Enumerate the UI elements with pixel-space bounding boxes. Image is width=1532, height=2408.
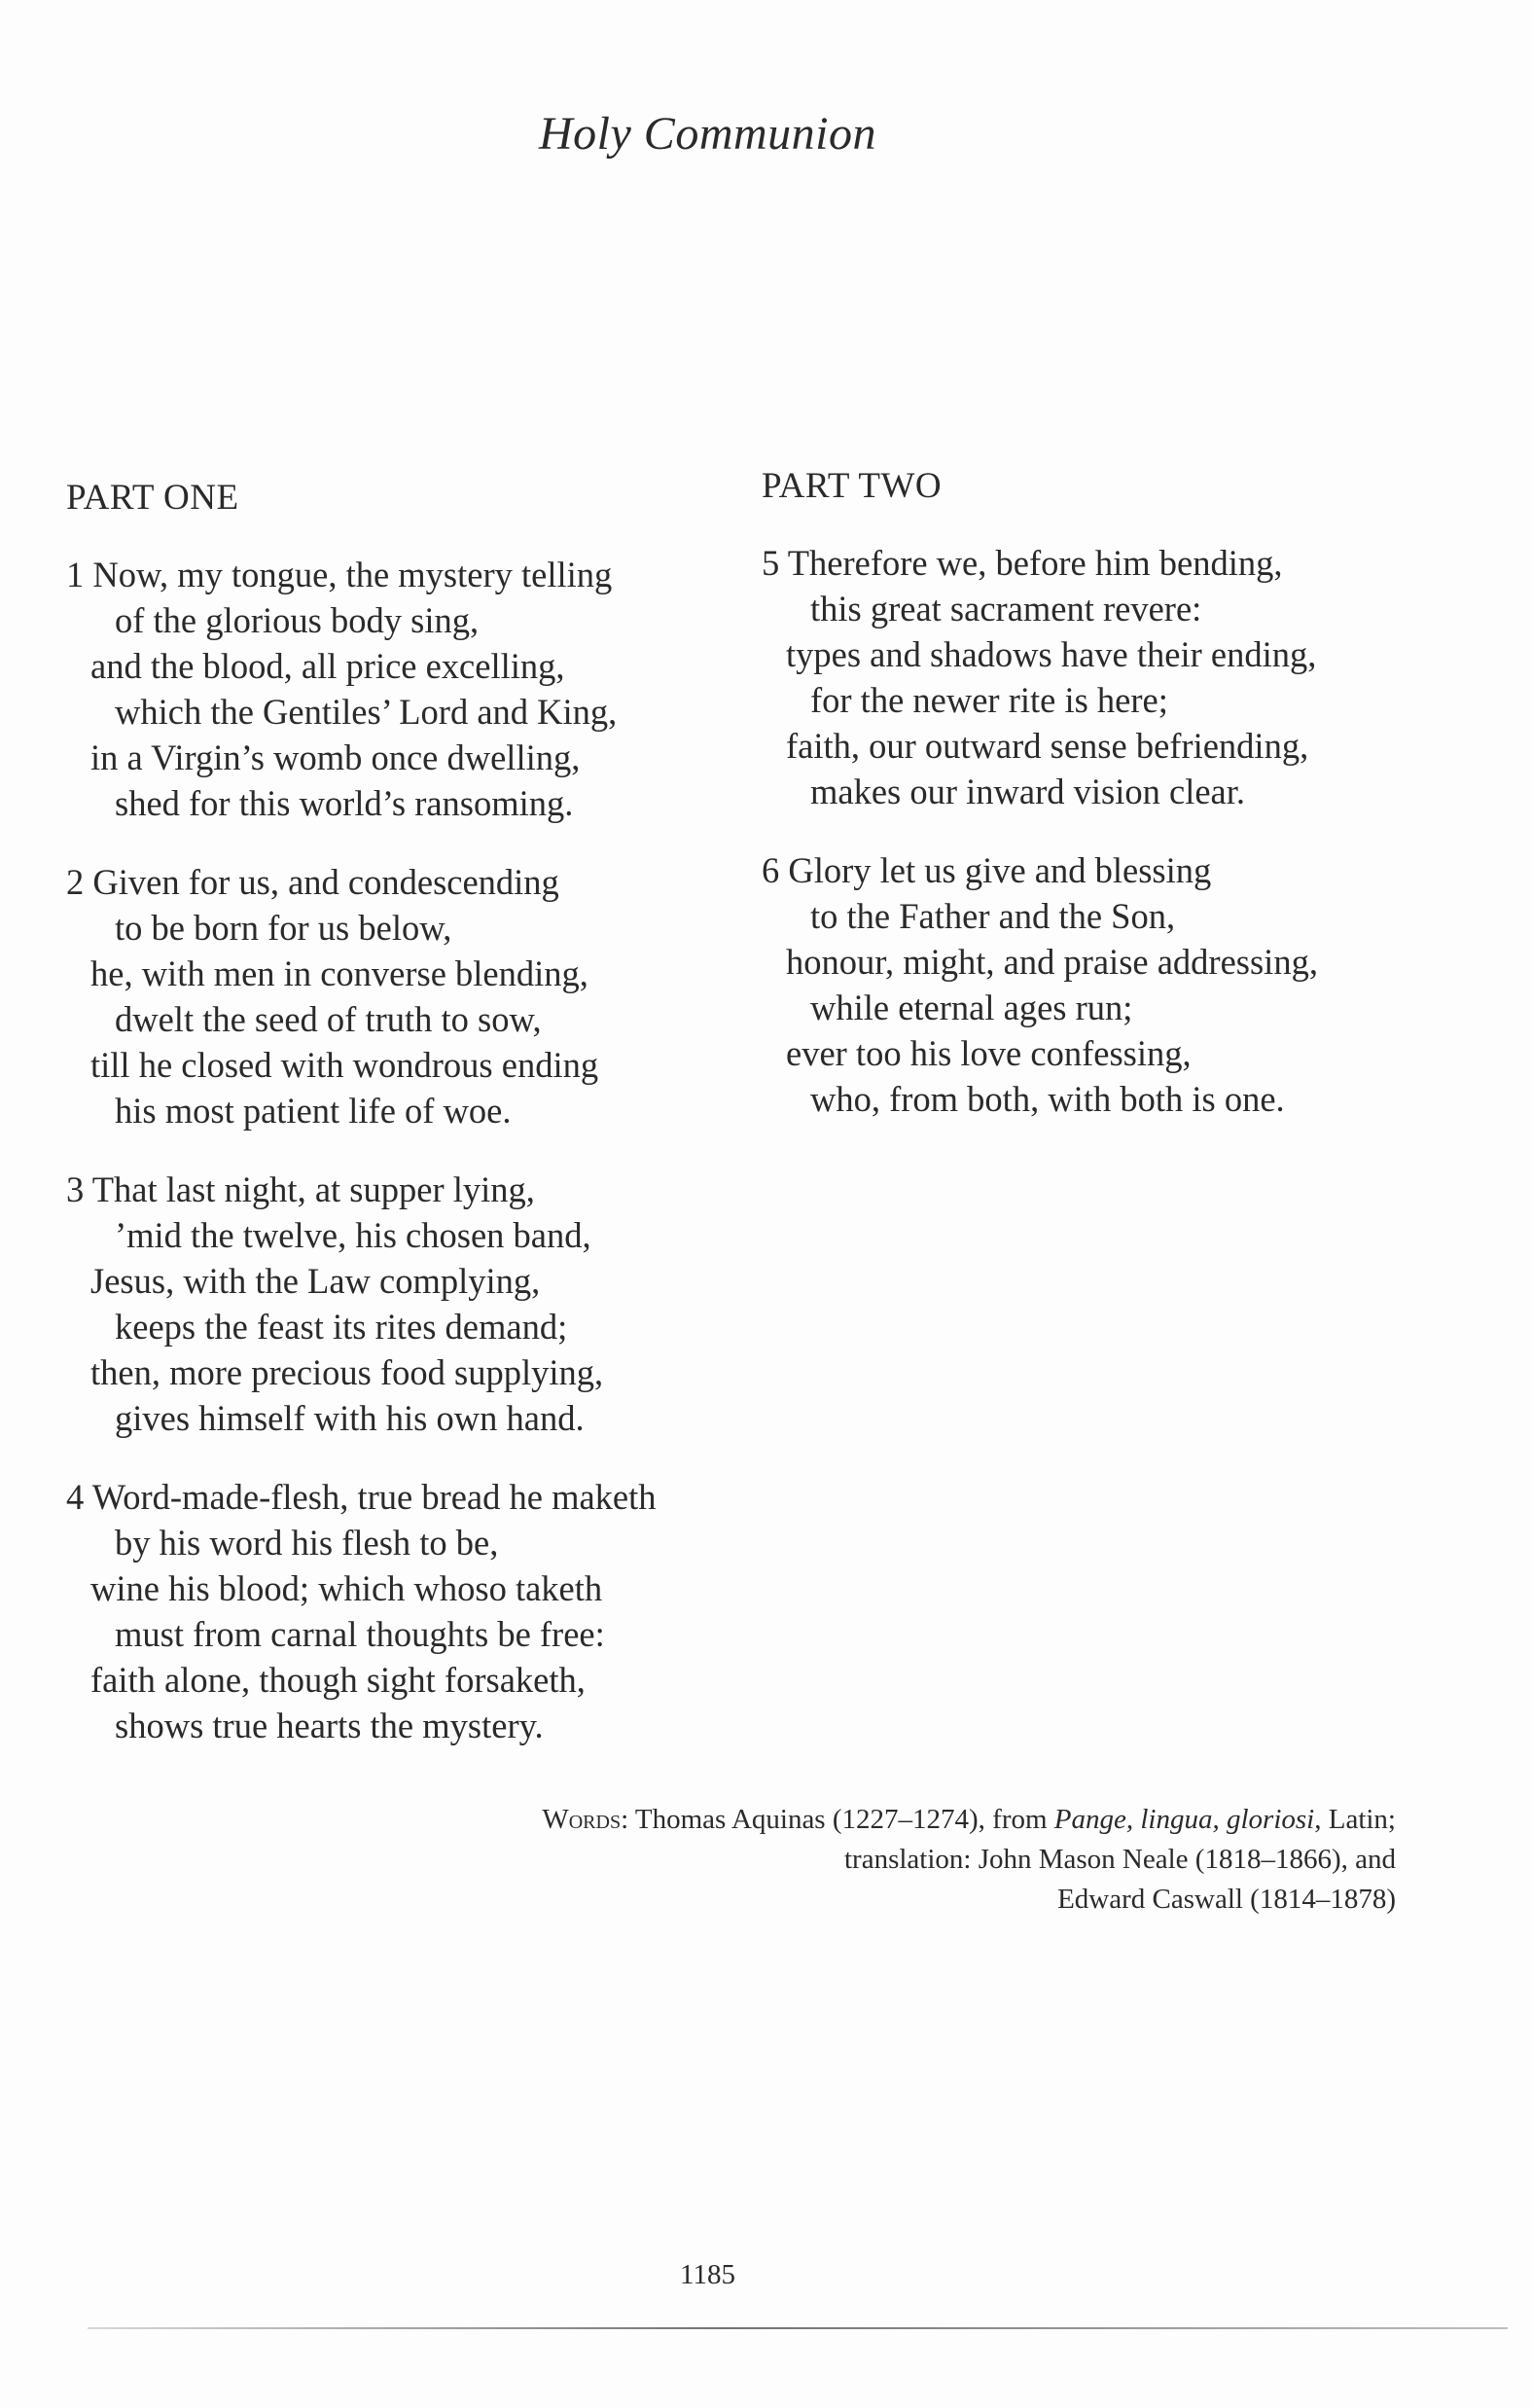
verse-line: of the glorious body sing, bbox=[115, 600, 480, 640]
verse-line: 5 Therefore we, before him bending, bbox=[762, 543, 1283, 583]
attribution-line-1 bbox=[326, 1800, 1396, 1840]
verse-line: dwelt the seed of truth to sow, bbox=[115, 999, 542, 1039]
verse-line: which the Gentiles’ Lord and King, bbox=[115, 692, 618, 732]
verse-line: in a Virgin’s womb once dwelling, bbox=[90, 737, 581, 777]
verse-line: then, more precious food supplying, bbox=[90, 1352, 604, 1392]
verse-line: must from carnal thoughts be free: bbox=[115, 1614, 605, 1654]
attribution bbox=[326, 1800, 1396, 1920]
verse-line: and the blood, all price excelling, bbox=[90, 646, 565, 686]
verse-line: makes our inward vision clear. bbox=[810, 772, 1246, 811]
verse-line: gives himself with his own hand. bbox=[115, 1398, 585, 1438]
verse-line: ever too his love confessing, bbox=[786, 1033, 1192, 1073]
part-one-column bbox=[66, 477, 747, 1781]
stanza-1 bbox=[66, 552, 747, 826]
stanza-6 bbox=[762, 847, 1384, 1122]
stanza-3 bbox=[66, 1167, 747, 1441]
verse-line: 3 That last night, at supper lying, bbox=[66, 1169, 535, 1209]
verse-line: by his word his flesh to be, bbox=[115, 1523, 499, 1563]
words-label: Words: bbox=[542, 1804, 629, 1835]
verse-line: Jesus, with the Law complying, bbox=[90, 1261, 541, 1301]
verse-line: 1 Now, my tongue, the mystery telling bbox=[66, 555, 613, 594]
page-number: 1185 bbox=[680, 2259, 735, 2290]
part-one-title: PART ONE bbox=[66, 478, 239, 518]
verse-line: his most patient life of woe. bbox=[115, 1091, 512, 1131]
verse-line: who, from both, with both is one. bbox=[810, 1079, 1285, 1119]
verse-line: for the newer rite is here; bbox=[810, 680, 1168, 720]
verse-line: faith alone, though sight forsaketh, bbox=[90, 1660, 586, 1700]
verse-line: keeps the feast its rites demand; bbox=[115, 1307, 568, 1347]
stanza-2 bbox=[66, 859, 747, 1133]
verse-line: shed for this world’s ransoming. bbox=[115, 783, 574, 823]
verse-line: 4 Word-made-flesh, true bread he maketh bbox=[66, 1477, 657, 1517]
verse-line: shows true hearts the mystery. bbox=[115, 1706, 544, 1745]
verse-line: this great sacrament revere: bbox=[810, 589, 1202, 629]
part-two-column bbox=[762, 465, 1384, 1155]
language-text: , Latin; bbox=[1314, 1804, 1396, 1835]
attribution-line-2: translation: John Mason Neale (1818–1866), and bbox=[843, 1844, 1396, 1875]
page-title: Holy Communion bbox=[539, 108, 876, 160]
verse-line: 2 Given for us, and condescending bbox=[66, 862, 559, 902]
verse-line: 6 Glory let us give and blessing bbox=[762, 850, 1212, 890]
verse-line: to the Father and the Son, bbox=[810, 896, 1176, 936]
verse-line: he, with men in converse blending, bbox=[90, 953, 588, 993]
part-two-title: PART TWO bbox=[762, 466, 943, 506]
verse-line: faith, our outward sense befriending, bbox=[786, 726, 1309, 766]
verse-line: to be born for us below, bbox=[115, 908, 452, 948]
author-text: Thomas Aquinas (1227–1274), from bbox=[634, 1804, 1048, 1835]
source-title: Pange, lingua, gloriosi bbox=[1053, 1804, 1315, 1835]
verse-line: types and shadows have their ending, bbox=[786, 634, 1317, 674]
stanza-5 bbox=[762, 540, 1384, 814]
verse-line: till he closed with wondrous ending bbox=[90, 1045, 599, 1085]
verse-line: ’mid the twelve, his chosen band, bbox=[115, 1215, 591, 1255]
attribution-line-3: Edward Caswall (1814–1878) bbox=[1057, 1884, 1396, 1915]
verse-line: while eternal ages run; bbox=[810, 988, 1133, 1027]
verse-line: wine his blood; which whoso taketh bbox=[90, 1568, 603, 1608]
stanza-4 bbox=[66, 1474, 747, 1748]
verse-line: honour, might, and praise addressing, bbox=[786, 942, 1318, 982]
footer-rule bbox=[88, 2327, 1508, 2329]
